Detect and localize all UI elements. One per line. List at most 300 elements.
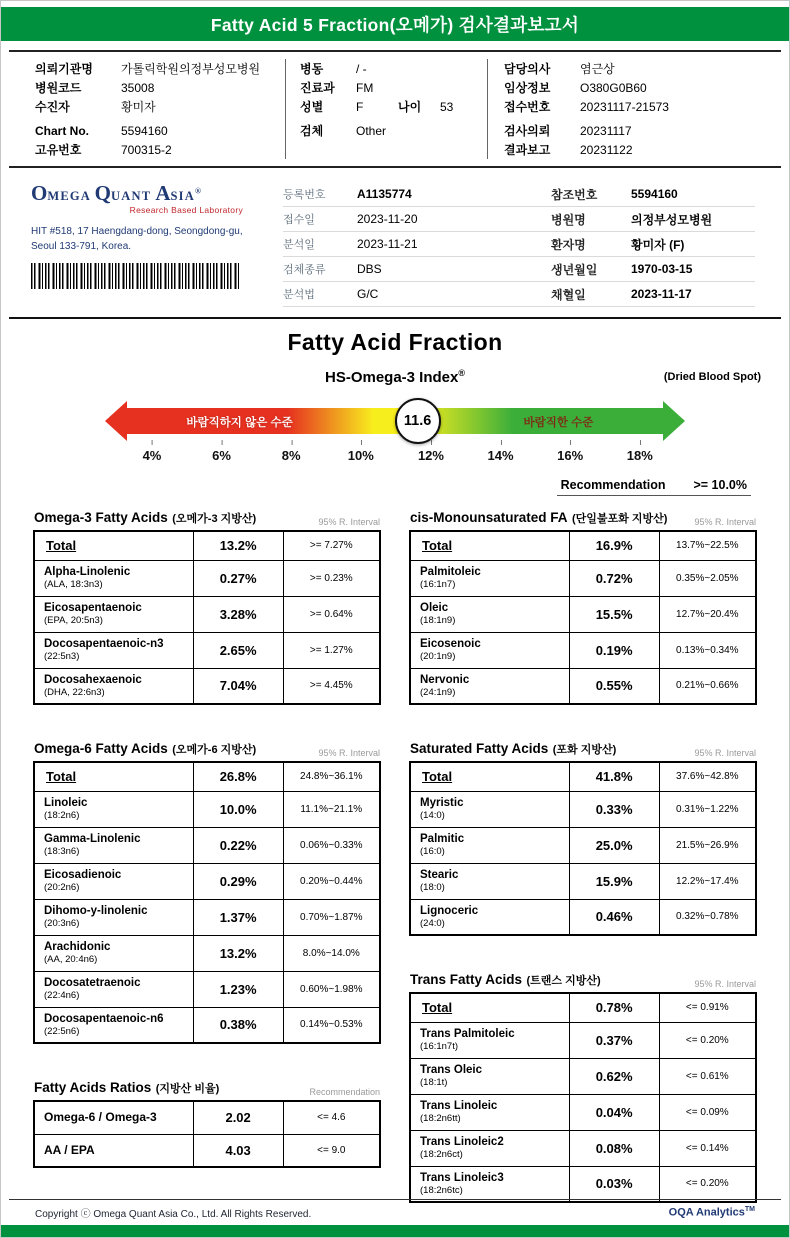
field-value: A1135774	[357, 187, 412, 201]
fa-code: (22:4n6)	[44, 990, 80, 1002]
fa-name-cell	[34, 1134, 193, 1167]
fa-name-cell	[34, 791, 193, 827]
omega6-table	[33, 761, 381, 1044]
field-label: 검체종류	[283, 264, 326, 276]
field-value: 황미자	[121, 100, 156, 114]
fa-name-cell	[34, 1101, 193, 1134]
fa-name-cell	[34, 560, 193, 596]
fa-code: (18:2n6ct)	[420, 1149, 463, 1161]
fa-code: (22:5n3)	[44, 651, 80, 663]
gauge-tick: 10%	[347, 448, 374, 463]
omega3-table	[33, 530, 381, 705]
fa-name: Nervonic	[420, 673, 470, 686]
table-title-en: Omega-3 Fatty Acids	[34, 510, 168, 525]
saturated-table-block	[409, 739, 757, 936]
fa-name: Docosatetraenoic	[44, 976, 141, 989]
recommendation-note: Recommendation	[309, 1087, 380, 1097]
table-row	[34, 827, 380, 863]
sample-info-row	[283, 257, 755, 282]
table-title-ko: (지방산 비율)	[155, 1083, 220, 1095]
field-label: 검사의뢰	[504, 124, 551, 138]
footer	[9, 1199, 781, 1225]
fa-name: Lignoceric	[420, 904, 479, 917]
field-label: 접수번호	[504, 100, 551, 114]
fa-range: 24.8%~36.1%	[283, 762, 380, 791]
fa-value: 2.65%	[193, 632, 283, 668]
field-value: 53	[440, 99, 454, 114]
fa-code: (14:0)	[420, 810, 445, 822]
fa-value: 16.9%	[569, 531, 659, 560]
table-row	[34, 935, 380, 971]
table-title-en: Trans Fatty Acids	[410, 972, 523, 987]
gauge-scale	[105, 448, 685, 468]
copyright-text: Copyright ⓒ Omega Quant Asia Co., Ltd. All Rights Reserved.	[35, 1209, 312, 1220]
field-value: O380G0B60	[580, 80, 647, 95]
index-heading-row	[1, 368, 789, 388]
table-row	[34, 596, 380, 632]
sample-info-row	[283, 232, 755, 257]
fa-range: 0.14%~0.53%	[283, 1007, 380, 1043]
report-title: Fatty Acid 5 Fraction(오메가) 검사결과보고서	[210, 14, 580, 35]
fa-name-cell	[410, 899, 569, 935]
registered-mark: ®	[194, 186, 201, 196]
fa-name: Omega-6 / Omega-3	[44, 1110, 157, 1125]
patient-field	[35, 121, 285, 140]
fa-name-cell	[410, 1022, 569, 1058]
table-title-ko: (포화 지방산)	[552, 744, 617, 756]
fa-name: Arachidonic	[44, 940, 111, 953]
trans-table	[409, 992, 757, 1203]
fa-name-cell	[34, 863, 193, 899]
table-row	[34, 971, 380, 1007]
interval-note: 95% R. Interval	[694, 979, 756, 989]
omega3-index-gauge	[105, 396, 685, 472]
sample-info	[283, 181, 755, 307]
table-title-en: Omega-6 Fatty Acids	[34, 741, 168, 756]
tables-left-column	[33, 508, 381, 1168]
table-title-ko: (오메가-6 지방산)	[172, 744, 257, 756]
fa-name: Eicosadienoic	[44, 868, 122, 881]
index-title-text: HS-Omega-3 Index	[324, 369, 459, 386]
table-header	[33, 739, 381, 758]
fa-range: 11.1%~21.1%	[283, 791, 380, 827]
fa-name-cell	[34, 596, 193, 632]
patient-field	[504, 59, 759, 78]
fa-name: Palmitoleic	[420, 565, 481, 578]
fa-name: Trans Oleic	[420, 1063, 483, 1076]
patient-field	[35, 97, 285, 116]
table-row	[34, 791, 380, 827]
barcode	[31, 263, 239, 289]
fa-range: 0.31%~1.22%	[659, 791, 756, 827]
laboratory-section	[1, 168, 789, 317]
fa-range: 37.6%~42.8%	[659, 762, 756, 791]
field-value: 20231122	[580, 142, 633, 157]
field-value: 35008	[121, 80, 155, 95]
gauge-desirable-label: 바람직한 수준	[523, 417, 594, 429]
fa-range: 12.2%~17.4%	[659, 863, 756, 899]
fa-name: Oleic	[420, 601, 449, 614]
table-row	[410, 863, 756, 899]
fa-value: 1.23%	[193, 971, 283, 1007]
logo-text: A	[155, 181, 171, 205]
fa-range: <= 0.20%	[659, 1022, 756, 1058]
field-label: 병동	[300, 62, 324, 76]
fa-name-cell	[410, 791, 569, 827]
gauge-value: 11.6	[403, 413, 432, 429]
table-title-en: Saturated Fatty Acids	[410, 741, 549, 756]
fa-name: Total	[46, 768, 77, 784]
patient-field	[504, 121, 759, 140]
fa-range: >= 0.23%	[283, 560, 380, 596]
fa-name: AA / EPA	[44, 1142, 95, 1157]
logo-tagline: Research Based Laboratory	[129, 205, 243, 215]
patient-field	[35, 78, 285, 97]
fa-code: (18:1t)	[420, 1077, 448, 1089]
field-value: DBS	[357, 262, 382, 276]
fa-range: >= 7.27%	[283, 531, 380, 560]
fa-code: (EPA, 20:5n3)	[44, 615, 103, 627]
field-label: 병원명	[551, 212, 586, 227]
interval-note: 95% R. Interval	[694, 748, 756, 758]
field-value: 2023-11-20	[357, 212, 418, 226]
results-tables	[1, 508, 789, 1203]
patient-field	[504, 97, 759, 116]
report-title-bar	[1, 7, 789, 41]
table-row	[410, 827, 756, 863]
patient-info-middle	[285, 59, 487, 159]
table-row-total	[34, 531, 380, 560]
fa-name: Total	[422, 768, 453, 784]
patient-field	[504, 140, 759, 159]
field-label: 접수일	[283, 214, 315, 226]
fa-name: Total	[422, 999, 453, 1015]
gauge-tick: 12%	[417, 448, 444, 463]
table-row	[410, 1094, 756, 1130]
oqa-analytics-text: OQA Analytics	[668, 1206, 745, 1219]
recommendation-row	[39, 478, 751, 496]
ratios-table	[33, 1100, 381, 1168]
field-value: FM	[356, 80, 374, 95]
recommendation-label: Recommendation	[560, 478, 666, 492]
gauge-tick: 8%	[281, 448, 301, 463]
logo-text: Q	[94, 181, 112, 205]
cis-mono-table-block	[409, 508, 757, 705]
field-value: 의정부성모병원	[631, 212, 713, 227]
table-row	[410, 899, 756, 935]
patient-info-left	[35, 59, 285, 159]
fa-value: 3.28%	[193, 596, 283, 632]
table-title	[34, 1079, 219, 1097]
fa-name: Gamma-Linolenic	[44, 832, 141, 845]
fa-value: 15.5%	[569, 596, 659, 632]
fa-name: Stearic	[420, 868, 459, 881]
fa-name: Total	[46, 537, 77, 553]
fa-name-cell	[34, 899, 193, 935]
fa-value: 13.2%	[193, 531, 283, 560]
table-header	[409, 970, 757, 989]
lab-address-line2: Seoul 133-791, Korea.	[31, 241, 132, 252]
field-value: 2023-11-17	[631, 287, 692, 301]
field-value: 1970-03-15	[631, 262, 693, 276]
patient-field	[300, 97, 487, 116]
table-row	[410, 1058, 756, 1094]
table-row	[410, 632, 756, 668]
table-title-ko: (트랜스 지방산)	[526, 975, 601, 987]
oqa-analytics-mark	[669, 1206, 755, 1219]
fa-value: 7.04%	[193, 668, 283, 704]
field-value: 700315-2	[121, 142, 172, 157]
table-title-en: cis-Monounsaturated FA	[410, 510, 568, 525]
omega-quant-asia-logo	[31, 181, 283, 206]
fa-range: <= 0.20%	[659, 1166, 756, 1202]
fa-value: 0.72%	[569, 560, 659, 596]
table-header	[409, 508, 757, 527]
saturated-table	[409, 761, 757, 936]
interval-note: 95% R. Interval	[318, 748, 380, 758]
fa-code: (18:2n6tc)	[420, 1185, 463, 1196]
fa-value: 26.8%	[193, 762, 283, 791]
fa-value: 0.08%	[569, 1130, 659, 1166]
patient-info-right	[487, 59, 759, 159]
fa-name-cell	[410, 863, 569, 899]
fa-name-cell	[34, 668, 193, 704]
field-value: 황미자 (F)	[631, 237, 685, 252]
fa-range: 13.7%~22.5%	[659, 531, 756, 560]
fa-value: 25.0%	[569, 827, 659, 863]
fa-name-cell	[34, 1007, 193, 1043]
table-title	[410, 971, 601, 989]
ratios-table-block	[33, 1078, 381, 1168]
fa-code: (20:1n9)	[420, 651, 456, 663]
field-label: 진료과	[300, 81, 335, 95]
table-row	[410, 791, 756, 827]
field-label: 나이	[398, 100, 422, 114]
fa-value: 0.29%	[193, 863, 283, 899]
table-row-total	[410, 531, 756, 560]
table-row-total	[410, 993, 756, 1022]
logo-text: UANT	[111, 189, 156, 203]
fa-value: 0.22%	[193, 827, 283, 863]
fa-range: <= 0.14%	[659, 1130, 756, 1166]
fa-name: Myristic	[420, 796, 464, 809]
fa-value: 0.19%	[569, 632, 659, 668]
fa-code: (DHA, 22:6n3)	[44, 687, 105, 698]
sample-info-row	[283, 182, 755, 207]
patient-field	[300, 78, 487, 97]
fa-range: 21.5%~26.9%	[659, 827, 756, 863]
table-title	[34, 740, 256, 758]
bottom-green-band	[1, 1225, 789, 1237]
field-label: 담당의사	[504, 62, 551, 76]
fa-name-cell	[410, 560, 569, 596]
table-row	[34, 560, 380, 596]
fa-code: (22:5n6)	[44, 1026, 80, 1037]
fa-value: 4.03	[193, 1134, 283, 1167]
fa-name-cell	[410, 1058, 569, 1094]
fa-name: Docosapentaenoic-n6	[44, 1012, 164, 1025]
fa-range: 8.0%~14.0%	[283, 935, 380, 971]
patient-field	[300, 59, 487, 78]
field-label: 고유번호	[35, 143, 82, 157]
fa-name: Trans Linoleic3	[420, 1171, 504, 1184]
fa-name-cell	[410, 632, 569, 668]
fa-range: <= 9.0	[283, 1134, 380, 1167]
trademark-mark: TM	[744, 1206, 755, 1214]
fa-value: 0.62%	[569, 1058, 659, 1094]
field-label: 분석법	[283, 289, 315, 301]
field-label: Chart No.	[35, 123, 89, 138]
laboratory-identity	[31, 181, 283, 307]
interval-note: 95% R. Interval	[318, 517, 380, 527]
fa-range: >= 1.27%	[283, 632, 380, 668]
field-value: F	[356, 99, 364, 114]
fa-range: 0.60%~1.98%	[283, 971, 380, 1007]
table-title	[410, 740, 616, 758]
recommendation	[557, 478, 751, 496]
table-row-total	[410, 762, 756, 791]
fa-value: 0.33%	[569, 791, 659, 827]
gauge-undesirable-label: 바람직하지 않은 수준	[186, 417, 293, 429]
field-label: 성별	[300, 100, 324, 114]
fa-range: 0.21%~0.66%	[659, 668, 756, 704]
gauge-value-marker	[395, 398, 441, 444]
fa-value: 0.38%	[193, 1007, 283, 1043]
field-label: 임상정보	[504, 81, 551, 95]
field-value: 5594160	[121, 123, 168, 138]
fa-name-cell	[410, 596, 569, 632]
fa-code: (20:2n6)	[44, 882, 80, 894]
fa-range: 0.35%~2.05%	[659, 560, 756, 596]
table-row	[34, 668, 380, 704]
gauge-tick: 14%	[487, 448, 514, 463]
tables-right-column	[409, 508, 757, 1203]
field-value: 20231117	[580, 123, 632, 138]
fa-name-cell	[410, 531, 569, 560]
gauge-tick: 16%	[557, 448, 584, 463]
fa-value: 1.37%	[193, 899, 283, 935]
fa-name-cell	[34, 531, 193, 560]
fa-name-cell	[34, 971, 193, 1007]
fa-code: (18:3n6)	[44, 846, 80, 858]
field-label: 생년월일	[551, 262, 598, 277]
table-row	[410, 560, 756, 596]
dried-blood-spot-note: (Dried Blood Spot)	[663, 371, 761, 383]
field-value: 5594160	[631, 187, 678, 201]
logo-text: O	[31, 181, 48, 205]
field-label: 환자명	[551, 237, 586, 252]
fa-range: 12.7%~20.4%	[659, 596, 756, 632]
table-row	[34, 899, 380, 935]
fa-range: >= 4.45%	[283, 668, 380, 704]
trans-table-block	[409, 970, 757, 1203]
fa-value: 0.03%	[569, 1166, 659, 1202]
fa-range: <= 0.61%	[659, 1058, 756, 1094]
table-title-ko: (단일불포화 지방산)	[571, 513, 668, 525]
field-value: G/C	[357, 287, 379, 301]
fa-name-cell	[410, 762, 569, 791]
field-label: 의뢰기관명	[35, 62, 93, 76]
table-title-en: Fatty Acids Ratios	[34, 1080, 152, 1095]
sample-info-row	[283, 282, 755, 307]
gauge-tick: 6%	[212, 448, 231, 463]
logo-text: SIA	[170, 189, 195, 203]
fa-name: Linoleic	[44, 796, 88, 809]
table-row	[410, 596, 756, 632]
page-title: Fatty Acid Fraction	[287, 329, 503, 355]
fa-name-cell	[34, 827, 193, 863]
table-row	[34, 1134, 380, 1167]
interval-note: 95% R. Interval	[694, 517, 756, 527]
fa-value: 0.46%	[569, 899, 659, 935]
fa-name: Trans Linoleic2	[420, 1135, 504, 1148]
field-value: 가톨릭학원의정부성모병원	[121, 62, 261, 76]
sample-info-row	[283, 207, 755, 232]
fa-code: (16:0)	[420, 846, 445, 858]
fa-value: 0.37%	[569, 1022, 659, 1058]
cis-mono-table	[409, 530, 757, 705]
field-label: 채혈일	[551, 287, 586, 302]
fa-range: 0.20%~0.44%	[283, 863, 380, 899]
fa-range: 0.13%~0.34%	[659, 632, 756, 668]
fa-range: <= 0.09%	[659, 1094, 756, 1130]
fa-code: (18:2n6tt)	[420, 1113, 461, 1125]
fa-name-cell	[410, 827, 569, 863]
fa-code: (AA, 20:4n6)	[44, 954, 98, 966]
patient-field	[35, 140, 285, 159]
fa-value: 0.78%	[569, 993, 659, 1022]
fa-name-cell	[34, 762, 193, 791]
table-header	[409, 739, 757, 758]
section-divider	[9, 317, 781, 319]
fa-code: (18:1n9)	[420, 615, 456, 627]
omega3-table-block	[33, 508, 381, 705]
fa-name: Docosapentaenoic-n3	[44, 637, 164, 650]
fa-value: 10.0%	[193, 791, 283, 827]
table-row	[410, 1166, 756, 1202]
table-row	[34, 632, 380, 668]
gauge-tick: 4%	[142, 448, 162, 463]
fa-value: 15.9%	[569, 863, 659, 899]
field-value: Other	[356, 123, 387, 138]
fa-range: <= 4.6	[283, 1101, 380, 1134]
fa-code: (24:0)	[420, 918, 445, 929]
field-label: 분석일	[283, 239, 315, 251]
field-label: 검체	[300, 124, 324, 138]
patient-field	[300, 121, 487, 140]
fa-range: 0.70%~1.87%	[283, 899, 380, 935]
fa-name-cell	[410, 993, 569, 1022]
patient-info-section	[9, 50, 781, 168]
fa-name-cell	[410, 1094, 569, 1130]
field-label: 병원코드	[35, 81, 82, 95]
table-row	[410, 668, 756, 704]
fa-name: Trans Palmitoleic	[420, 1027, 515, 1040]
table-row	[410, 1022, 756, 1058]
fa-value: 41.8%	[569, 762, 659, 791]
lab-address	[31, 224, 283, 254]
fa-code: (24:1n9)	[420, 687, 456, 698]
fa-value: 0.55%	[569, 668, 659, 704]
lab-address-line1: HIT #518, 17 Haengdang-dong, Seongdong-gu,	[31, 226, 243, 237]
fa-name: Dihomo-y-linolenic	[44, 904, 148, 917]
registered-mark: ®	[458, 368, 466, 378]
fa-name: Docosahexaenoic	[44, 673, 142, 686]
fa-value: 0.27%	[193, 560, 283, 596]
fa-name-cell	[34, 632, 193, 668]
table-row	[34, 1007, 380, 1043]
field-value: / -	[356, 61, 367, 76]
